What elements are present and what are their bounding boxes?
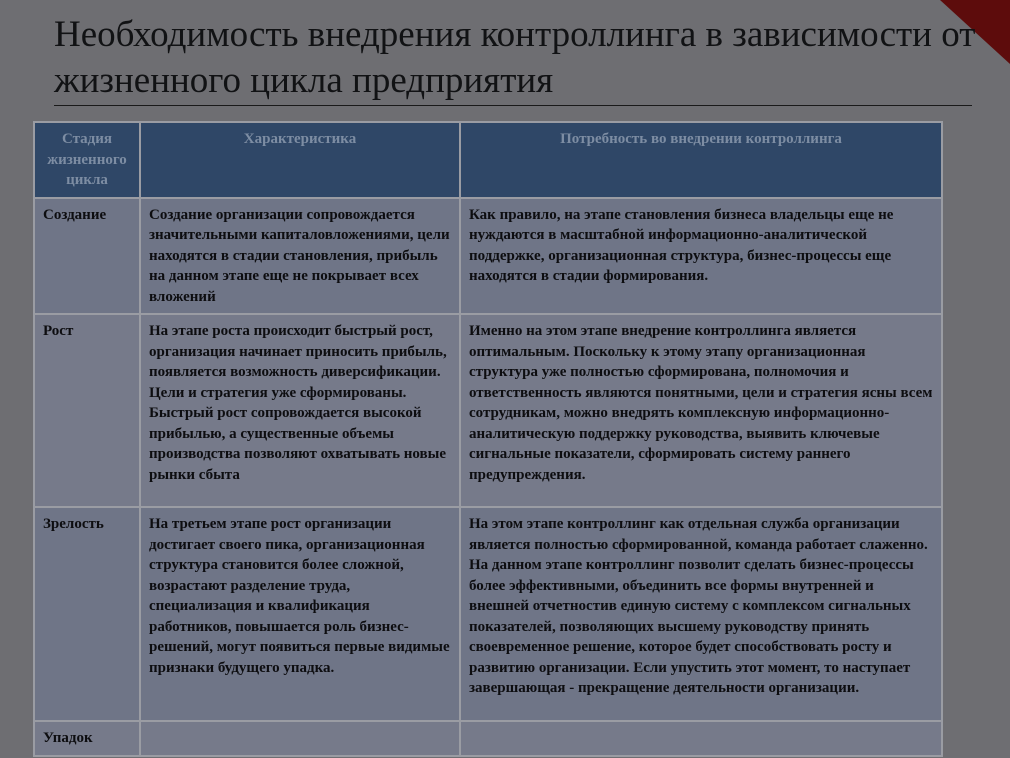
header-characteristic: Характеристика	[140, 122, 460, 198]
slide-title: Необходимость внедрения контроллинга в зависимости от жизненного цикла предприятия	[54, 14, 976, 101]
need-cell: На этом этапе контроллинг как отдельная служба организации является полностью сформированной, команда работает слаженно. На данном этапе контроллинг позволит сделать бизнес-процессы более эффективными, объединить все формы внутренней и внешней отчетностив единую систему с комплексом сигнальных показателей, позволяющих высшему руководству принять своевременное решение, которое будет способствовать росту и развитию организации. Если упустить этот момент, то наступает завершающая - прекращение деятельности организации.	[460, 507, 942, 721]
title-divider	[54, 105, 972, 106]
need-cell: Именно на этом этапе внедрение контроллинга является оптимальным. Поскольку к этому этапу организационная структура уже полностью сформирована, полномочия и ответственность являются понятными, цели и стратегия ясны всем сотрудникам, можно внедрять комплексную информационно-аналитическую поддержку руководства, выявить ключевые сигнальные показатели, сформировать систему раннего предупреждения.	[460, 314, 942, 507]
characteristic-cell: На этапе роста происходит быстрый рост, организация начинает приносить прибыль, появляется возможность диверсификации. Цели и стратегия уже сформированы. Быстрый рост сопровождается высокой прибылью, а существенные объемы производства позволяют охватывать новые рынки сбыта	[140, 314, 460, 507]
stage-cell: Рост	[34, 314, 140, 507]
characteristic-cell	[140, 721, 460, 756]
stage-cell: Создание	[34, 198, 140, 315]
stage-cell: Зрелость	[34, 507, 140, 721]
table-row	[34, 314, 942, 507]
table-header-row	[34, 122, 942, 198]
stage-cell: Упадок	[34, 721, 140, 756]
need-cell: Как правило, на этапе становления бизнеса владельцы еще не нуждаются в масштабной информационно-аналитической поддержке, организационная структура, бизнес-процессы еще находятся в стадии формирования.	[460, 198, 942, 315]
table-row	[34, 721, 942, 756]
table-row	[34, 198, 942, 315]
need-cell	[460, 721, 942, 756]
lifecycle-table	[33, 121, 943, 757]
header-stage: Стадия жизненного цикла	[34, 122, 140, 198]
header-need: Потребность во внедрении контроллинга	[460, 122, 942, 198]
characteristic-cell: На третьем этапе рост организации достигает своего пика, организационная структура становится более сложной, возрастают разделение труда, специализация и квалификация работников, повышается роль бизнес-решений, могут появиться первые видимые признаки будущего упадка.	[140, 507, 460, 721]
table-row	[34, 507, 942, 721]
characteristic-cell: Создание организации сопровождается значительными капиталовложениями, цели находятся в стадии становления, прибыль на данном этапе еще не покрывает всех вложений	[140, 198, 460, 315]
